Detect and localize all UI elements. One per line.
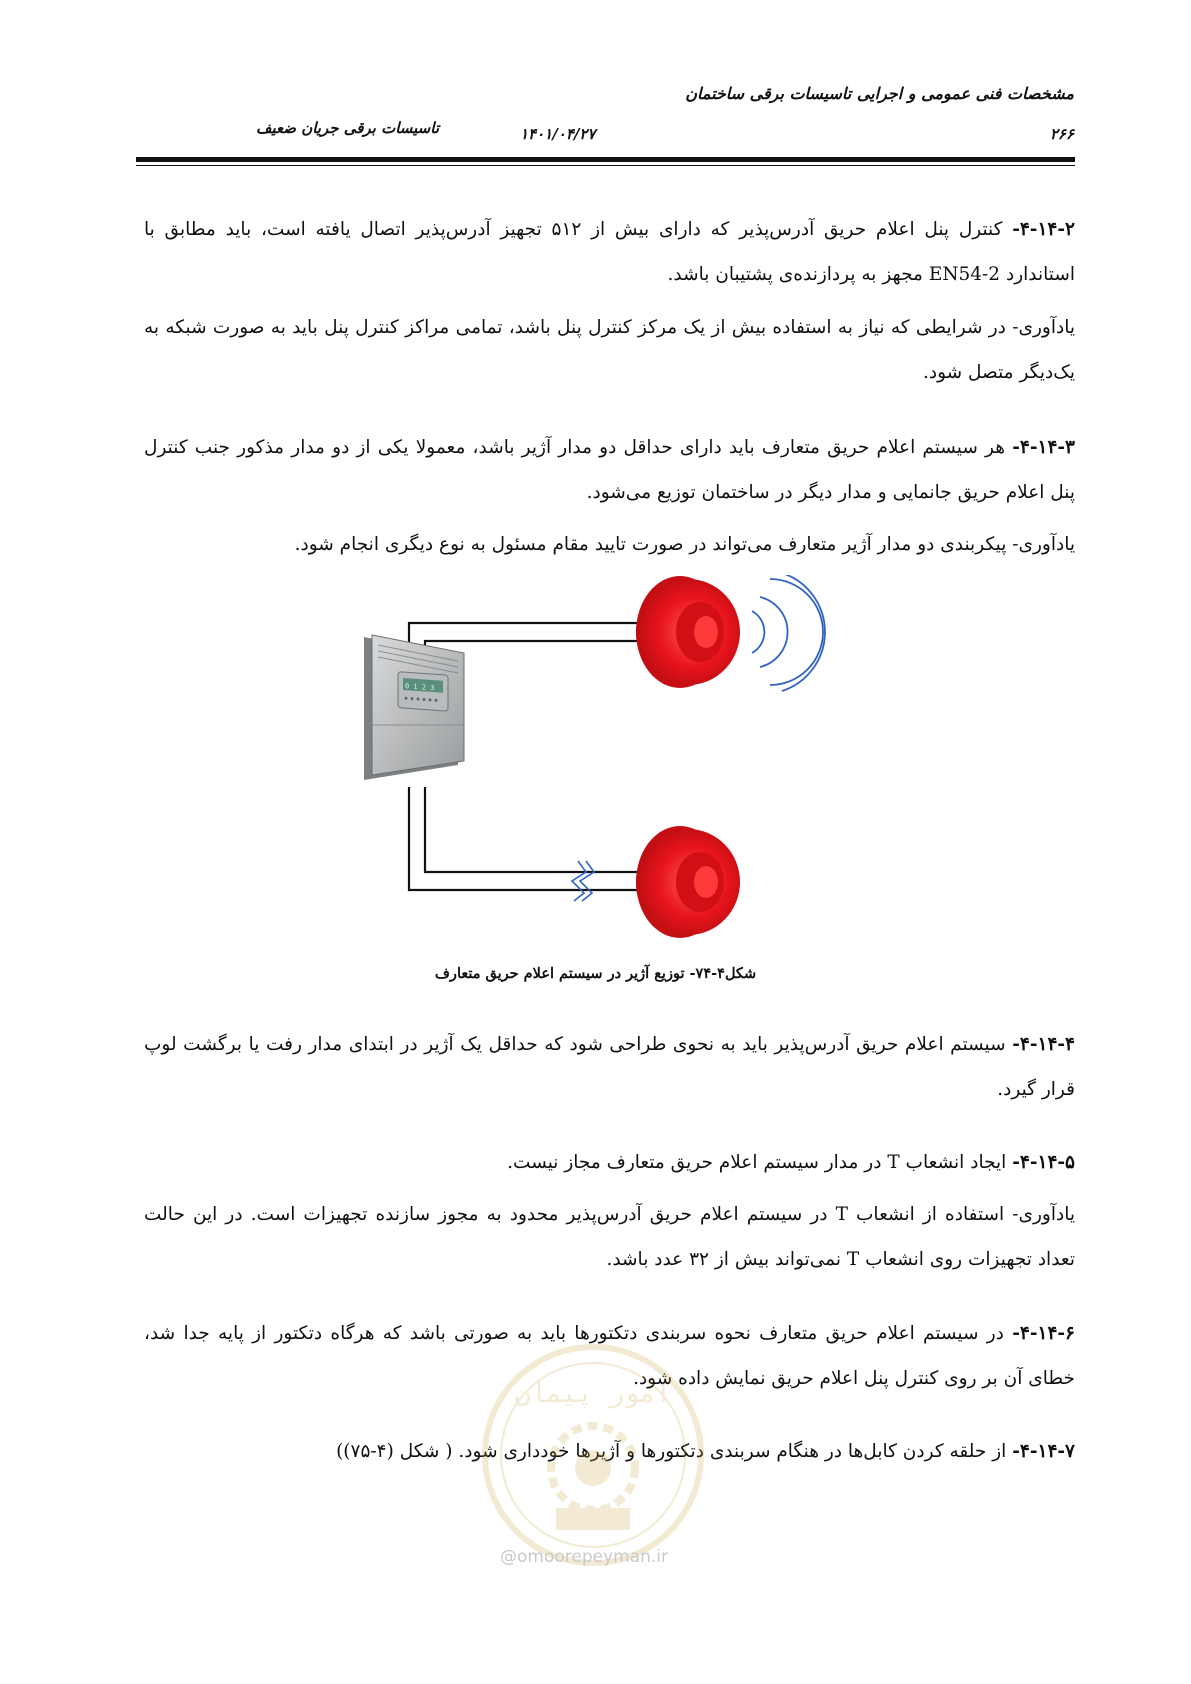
note-4-14-3: یادآوری- پیکربندی دو مدار آژیر متعارف می‌تواند در صورت تایید مقام مسئول به نوع دیگری انجام شود. (294, 534, 1075, 555)
control-panel-icon (364, 635, 464, 780)
section-text: ایجاد انشعاب T در مدار سیستم اعلام حریق متعارف مجاز نیست. (507, 1152, 1013, 1173)
siren-distribution-figure (360, 575, 880, 955)
section-4-14-4 (144, 1022, 1075, 1112)
section-text: از حلقه کردن کابل‌ها در هنگام سربندی دتکتورها و آژیرها خودداری شود. ( شکل (۴-۷۵)) (336, 1441, 1013, 1462)
section-text: هر سیستم اعلام حریق متعارف باید دارای حداقل دو مدار آژیر باشد، معمولا یکی از دو مدار مذکور جنب کنترل پنل اعلام حریق جانمایی و مدار دیگر در ساختمان توزیع می‌شود. (144, 437, 1075, 503)
section-text: کنترل پنل اعلام حریق آدرس‌پذیر که دارای بیش از ۵۱۲ تجهیز آدرس‌پذیر اتصال یافته است، باید مطابق با استاندارد EN54-2 مجهز به پردازنده‌ی پشتیبان باشد. (144, 219, 1075, 285)
figure-caption: شکل۴-۷۴- توزیع آژیر در سیستم اعلام حریق متعارف (434, 965, 757, 982)
section-number: ۴-۱۴-۷- (1012, 1441, 1075, 1462)
watermark-seal-text: امور پیمان (514, 1379, 672, 1409)
section-text: سیستم اعلام حریق آدرس‌پذیر باید به نحوی طراحی شود که حداقل یک آژیر در ابتدای مدار رفت یا برگشت لوپ قرار گیرد. (144, 1034, 1075, 1100)
section-4-14-2 (144, 207, 1075, 297)
section-number: ۴-۱۴-۲- (1012, 219, 1075, 240)
section-number: ۴-۱۴-۴- (1012, 1034, 1075, 1055)
header-subtitle: تاسیسات برقی جریان ضعیف (255, 119, 439, 137)
section-4-14-5 (144, 1140, 1075, 1185)
siren-top-icon (636, 576, 740, 688)
panel-display-text: 0 1 2 3 (405, 682, 435, 693)
page-number: ۲۶۶ (1049, 125, 1074, 143)
note-4-14-5: یادآوری- استفاده از انشعاب T در سیستم اعلام حریق آدرس‌پذیر محدود به مجوز سازنده تجهیزات است. در این حالت تعداد تجهیزات روی انشعاب T نمی‌تواند بیش از ۳۲ عدد باشد. (144, 1204, 1076, 1270)
section-text: در سیستم اعلام حریق متعارف نحوه سربندی دتکتورها باید به صورتی باشد که هرگاه دتکتور از پایه جدا شد، خطای آن بر روی کنترل پنل اعلام حریق نمایش داده شود. (144, 1323, 1075, 1389)
watermark-seal (478, 1340, 708, 1570)
header-date: ۱۴۰۱/۰۴/۲۷ (520, 125, 596, 143)
wire-break-symbol (572, 861, 594, 901)
section-number: ۴-۱۴-۶- (1012, 1323, 1075, 1344)
section-number: ۴-۱۴-۵- (1012, 1152, 1075, 1173)
sound-wave-icon (752, 575, 825, 691)
siren-bottom-icon (636, 826, 740, 938)
section-4-14-3 (144, 425, 1075, 515)
section-number: ۴-۱۴-۳- (1012, 437, 1075, 458)
header-rule-thin (136, 165, 1075, 166)
header-rule-thick (136, 157, 1075, 162)
watermark-site: @omoorepeyman.ir (500, 1547, 669, 1567)
note-4-14-2: یادآوری- در شرایطی که نیاز به استفاده بیش از یک مرکز کنترل پنل باشد، تمامی مراکز کنترل پنل باید به صورت شبکه به یک‌دیگر متصل شود. (144, 317, 1075, 383)
header-title: مشخصات فنی عمومی و اجرایی تاسیسات برقی ساختمان (685, 84, 1074, 103)
